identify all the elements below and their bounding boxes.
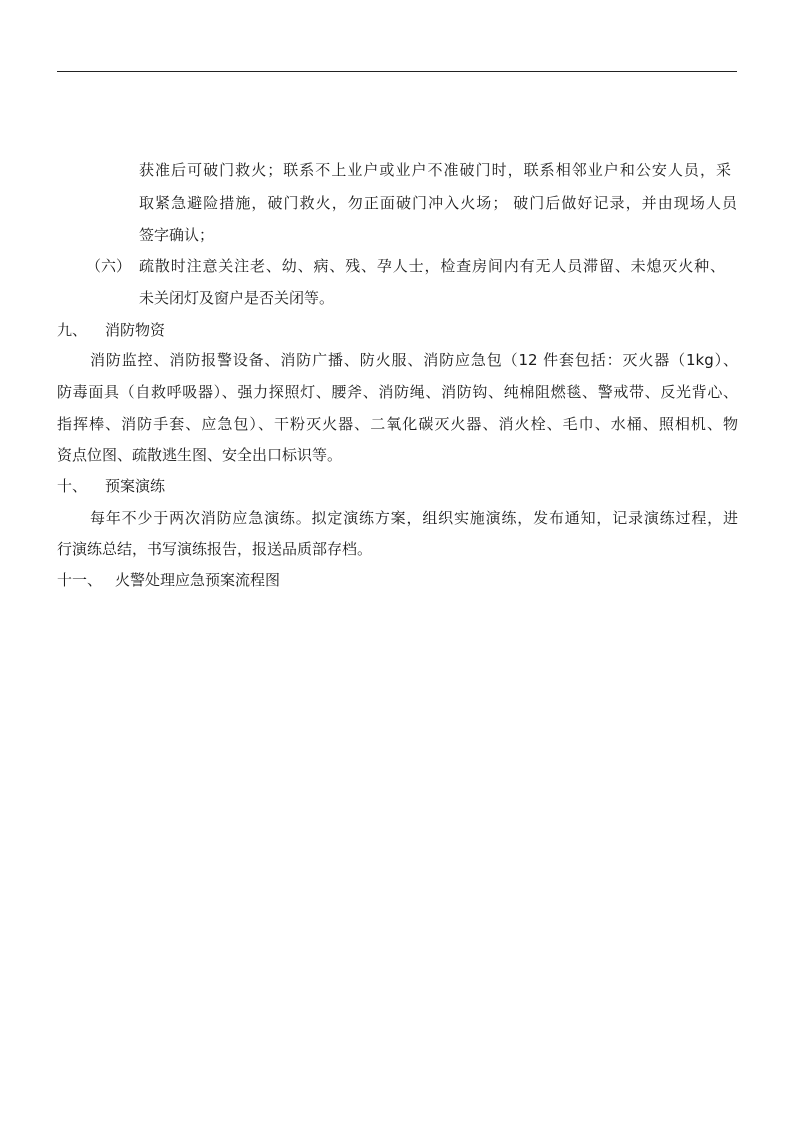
paragraph-line: 未关闭灯及窗户是否关闭等。 xyxy=(139,289,335,307)
section-title: 火警处理应急预案流程图 xyxy=(115,571,281,589)
paragraph-line: 每年不少于两次消防应急演练。拟定演练方案，组织实施演练，发布通知，记录演练过程，进 xyxy=(90,509,738,527)
section-title: 消防物资 xyxy=(105,321,166,339)
section-title: 预案演练 xyxy=(105,477,166,495)
section-number: 十一、 xyxy=(57,571,103,589)
paragraph-line: 行演练总结，书写演练报告，报送品质部存档。 xyxy=(57,540,373,558)
section-number: 九、 xyxy=(57,321,88,339)
paragraph-line: 指挥棒、消防手套、应急包）、干粉灭火器、二氧化碳灭火器、消火栓、毛巾、水桶、照相机、物 xyxy=(57,415,738,433)
header-rule xyxy=(57,71,737,72)
paragraph-line: 防毒面具（自救呼吸器）、强力探照灯、腰斧、消防绳、消防钩、纯棉阻燃毯、警戒带、反光背心、 xyxy=(57,383,738,401)
paragraph-line: 获准后可破门救火；联系不上业户或业户不准破门时，联系相邻业户和公安人员，采 xyxy=(139,161,731,179)
paragraph-line: 取紧急避险措施，破门救火，勿正面破门冲入火场； 破门后做好记录，并由现场人员 xyxy=(139,194,737,212)
section-number: 十、 xyxy=(57,477,88,495)
paragraph-line: 疏散时注意关注老、幼、病、残、孕人士，检查房间内有无人员滞留、未熄灭火种、 xyxy=(139,257,725,275)
list-item-marker: （六） xyxy=(86,257,132,275)
paragraph-line: 签字确认； xyxy=(139,226,215,244)
paragraph-line: 资点位图、疏散逃生图、安全出口标识等。 xyxy=(57,446,343,464)
paragraph-line: 消防监控、消防报警设备、消防广播、防火服、消防应急包（12 件套包括：灭火器（1kg）、 xyxy=(90,351,738,369)
